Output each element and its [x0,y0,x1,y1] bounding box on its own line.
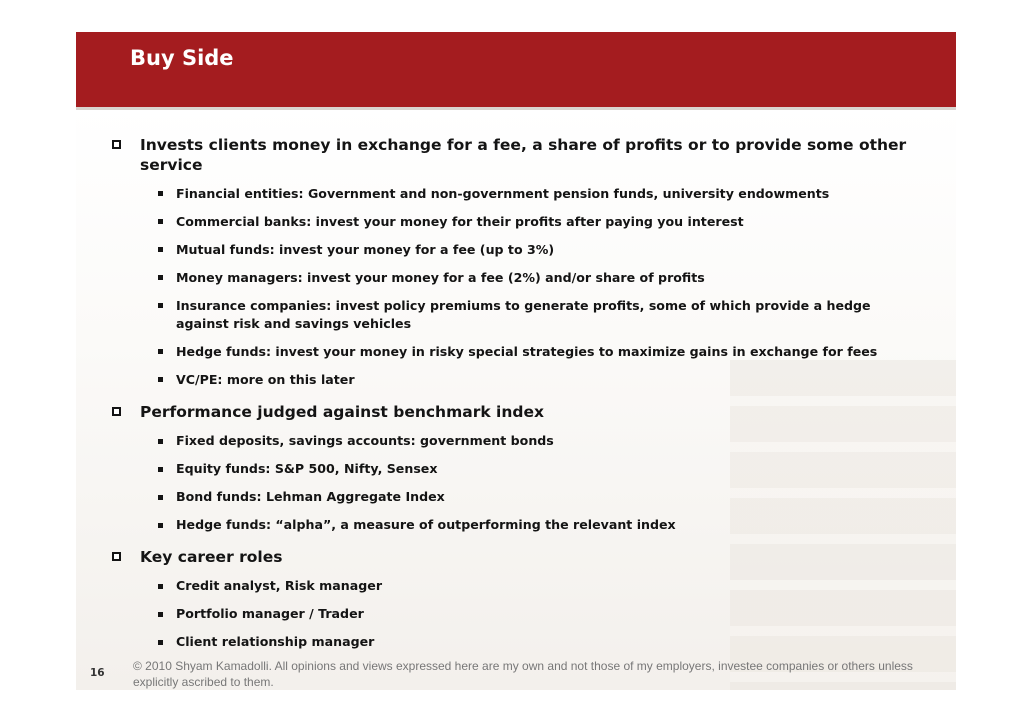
list-item: Credit analyst, Risk manager [176,578,383,593]
square-bullet-icon [158,349,163,354]
list-item: Fixed deposits, savings accounts: government bonds [176,433,554,448]
list-item: Client relationship manager [176,634,375,649]
footer-disclaimer: © 2010 Shyam Kamadolli. All opinions and views expressed here are my own and not those of my employers, investee companies or others unless explicitly ascribed to them. [133,659,913,689]
square-bullet-icon [158,377,163,382]
page-number: 16 [90,667,105,679]
square-bullet-icon [158,495,163,500]
section-heading: Invests clients money in exchange for a fee, a share of profits or to provide some other service [140,136,907,174]
section-heading: Key career roles [140,548,283,566]
checkbox-bullet-icon [112,407,121,416]
list-item: Hedge funds: invest your money in risky special strategies to maximize gains in exchange for fees [176,344,878,359]
square-bullet-icon [158,584,163,589]
square-bullet-icon [158,523,163,528]
list-item: Financial entities: Government and non-government pension funds, university endowments [176,186,830,201]
square-bullet-icon [158,191,163,196]
checkbox-bullet-icon [112,140,121,149]
list-item: Money managers: invest your money for a fee (2%) and/or share of profits [176,270,705,285]
list-item: Portfolio manager / Trader [176,606,364,621]
square-bullet-icon [158,612,163,617]
list-item: Hedge funds: “alpha”, a measure of outperforming the relevant index [176,517,676,532]
list-item: VC/PE: more on this later [176,372,355,387]
square-bullet-icon [158,467,163,472]
list-item: Equity funds: S&P 500, Nifty, Sensex [176,461,438,476]
slide-title: Buy Side [130,46,234,70]
section-heading: Performance judged against benchmark index [140,403,545,421]
list-item: Bond funds: Lehman Aggregate Index [176,489,445,504]
square-bullet-icon [158,275,163,280]
square-bullet-icon [158,439,163,444]
list-item: Mutual funds: invest your money for a fee (up to 3%) [176,242,555,257]
checkbox-bullet-icon [112,552,121,561]
square-bullet-icon [158,640,163,645]
square-bullet-icon [158,303,163,308]
square-bullet-icon [158,219,163,224]
list-item: Insurance companies: invest policy premiums to generate profits, some of which provide a hedge against risk and savings vehicles [176,298,871,331]
square-bullet-icon [158,247,163,252]
list-item: Commercial banks: invest your money for their profits after paying you interest [176,214,744,229]
